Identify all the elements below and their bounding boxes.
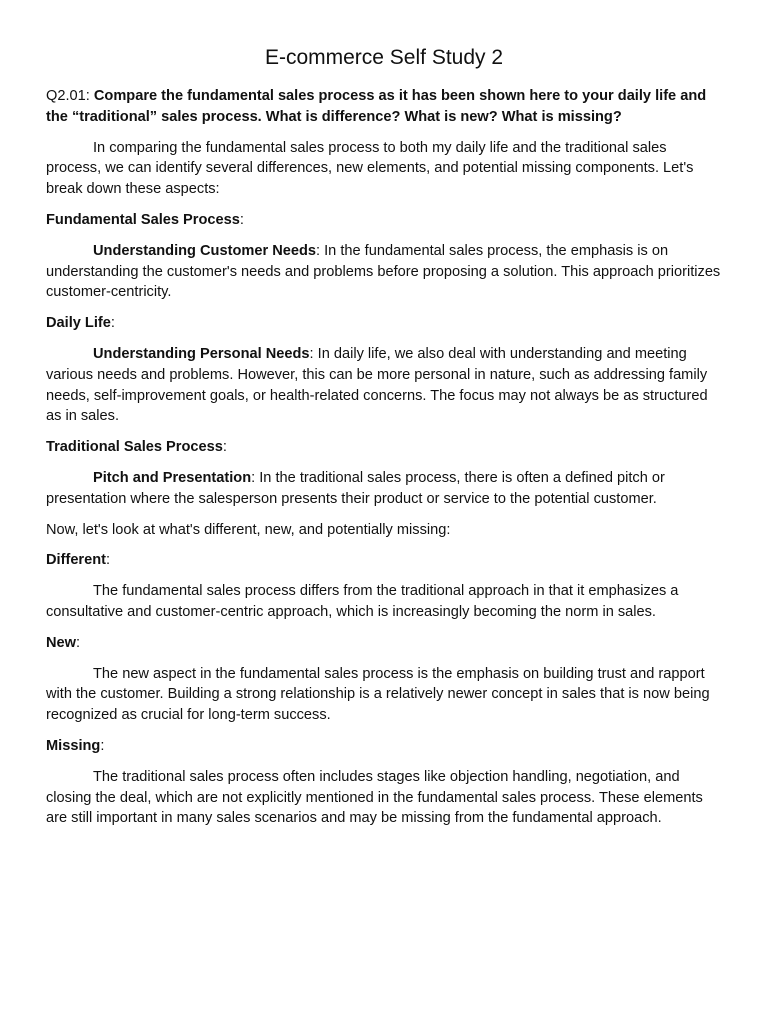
section-heading-traditional xyxy=(46,437,722,458)
intro-paragraph: In comparing the fundamental sales process to both my daily life and the traditional sales process, we can identify several differences, new elements, and potential missing components. Let's break down these aspects: xyxy=(46,139,694,198)
transition-paragraph: Now, let's look at what's different, new, and potentially missing: xyxy=(46,521,451,538)
comparison-heading-text: Missing xyxy=(46,737,101,754)
section-lead: Pitch and Presentation xyxy=(93,469,252,486)
section-heading-suffix: : xyxy=(110,315,115,332)
comparison-heading-new xyxy=(46,633,722,654)
section-body-text: : In the traditional sales process, there is often a defined pitch or presentation where the salesperson presents their product or service to the potential customer. xyxy=(46,469,665,507)
question-text: Compare the fundamental sales process as it has been shown here to your daily life and the “traditional” sales process. What is difference? What is new? What is missing? xyxy=(46,88,707,125)
comparison-heading-text: Different xyxy=(46,552,106,569)
section-body-fundamental xyxy=(46,241,722,303)
comparison-heading-text: New xyxy=(46,634,77,651)
section-lead: Understanding Personal Needs xyxy=(93,345,310,362)
comparison-heading-missing xyxy=(46,736,722,757)
section-heading-text: Daily Life xyxy=(46,315,111,332)
comparison-heading-suffix: : xyxy=(100,737,105,754)
section-body-daily-life xyxy=(46,344,722,427)
comparison-heading-suffix: : xyxy=(106,552,111,569)
section-body-text: : In the fundamental sales process, the emphasis is on understanding the customer's needs and problems before proposing a solution. This approach prioritizes customer-centricity. xyxy=(46,242,721,301)
comparison-body-missing: The traditional sales process often includes stages like objection handling, negotiation, and closing the deal, which are not explicitly mentioned in the fundamental sales process. These elements are still important in many sales scenarios and may be missing from the fundamental approach. xyxy=(46,768,703,827)
section-heading-suffix: : xyxy=(239,211,244,228)
section-body-text: : In daily life, we also deal with understanding and meeting various needs and problems. However, this can be more personal in nature, such as addressing family needs, self-improvement goals, or health-related concerns. The focus may not always be as structured as in sales. xyxy=(46,345,708,425)
comparison-heading-different xyxy=(46,550,722,571)
question-number: Q2.01: xyxy=(46,88,90,104)
document-title: E-commerce Self Study 2 xyxy=(264,46,504,69)
comparison-body-different: The fundamental sales process differs from the traditional approach in that it emphasizes a consultative and customer-centric approach, which is increasingly becoming the norm in sales. xyxy=(46,583,679,620)
comparison-body-new: The new aspect in the fundamental sales process is the emphasis on building trust and rapport with the customer. Building a strong relationship is a relatively newer concept in sales that is now being recognized as crucial for long-term success. xyxy=(46,665,710,724)
section-heading-text: Fundamental Sales Process xyxy=(46,211,240,228)
section-heading-text: Traditional Sales Process xyxy=(46,439,223,456)
section-heading-suffix: : xyxy=(222,439,227,456)
section-lead: Understanding Customer Needs xyxy=(93,242,316,259)
section-body-traditional xyxy=(46,468,722,510)
comparison-heading-suffix: : xyxy=(76,634,81,651)
section-heading-fundamental xyxy=(46,210,722,231)
question-paragraph xyxy=(46,86,722,128)
section-heading-daily-life xyxy=(46,313,722,334)
